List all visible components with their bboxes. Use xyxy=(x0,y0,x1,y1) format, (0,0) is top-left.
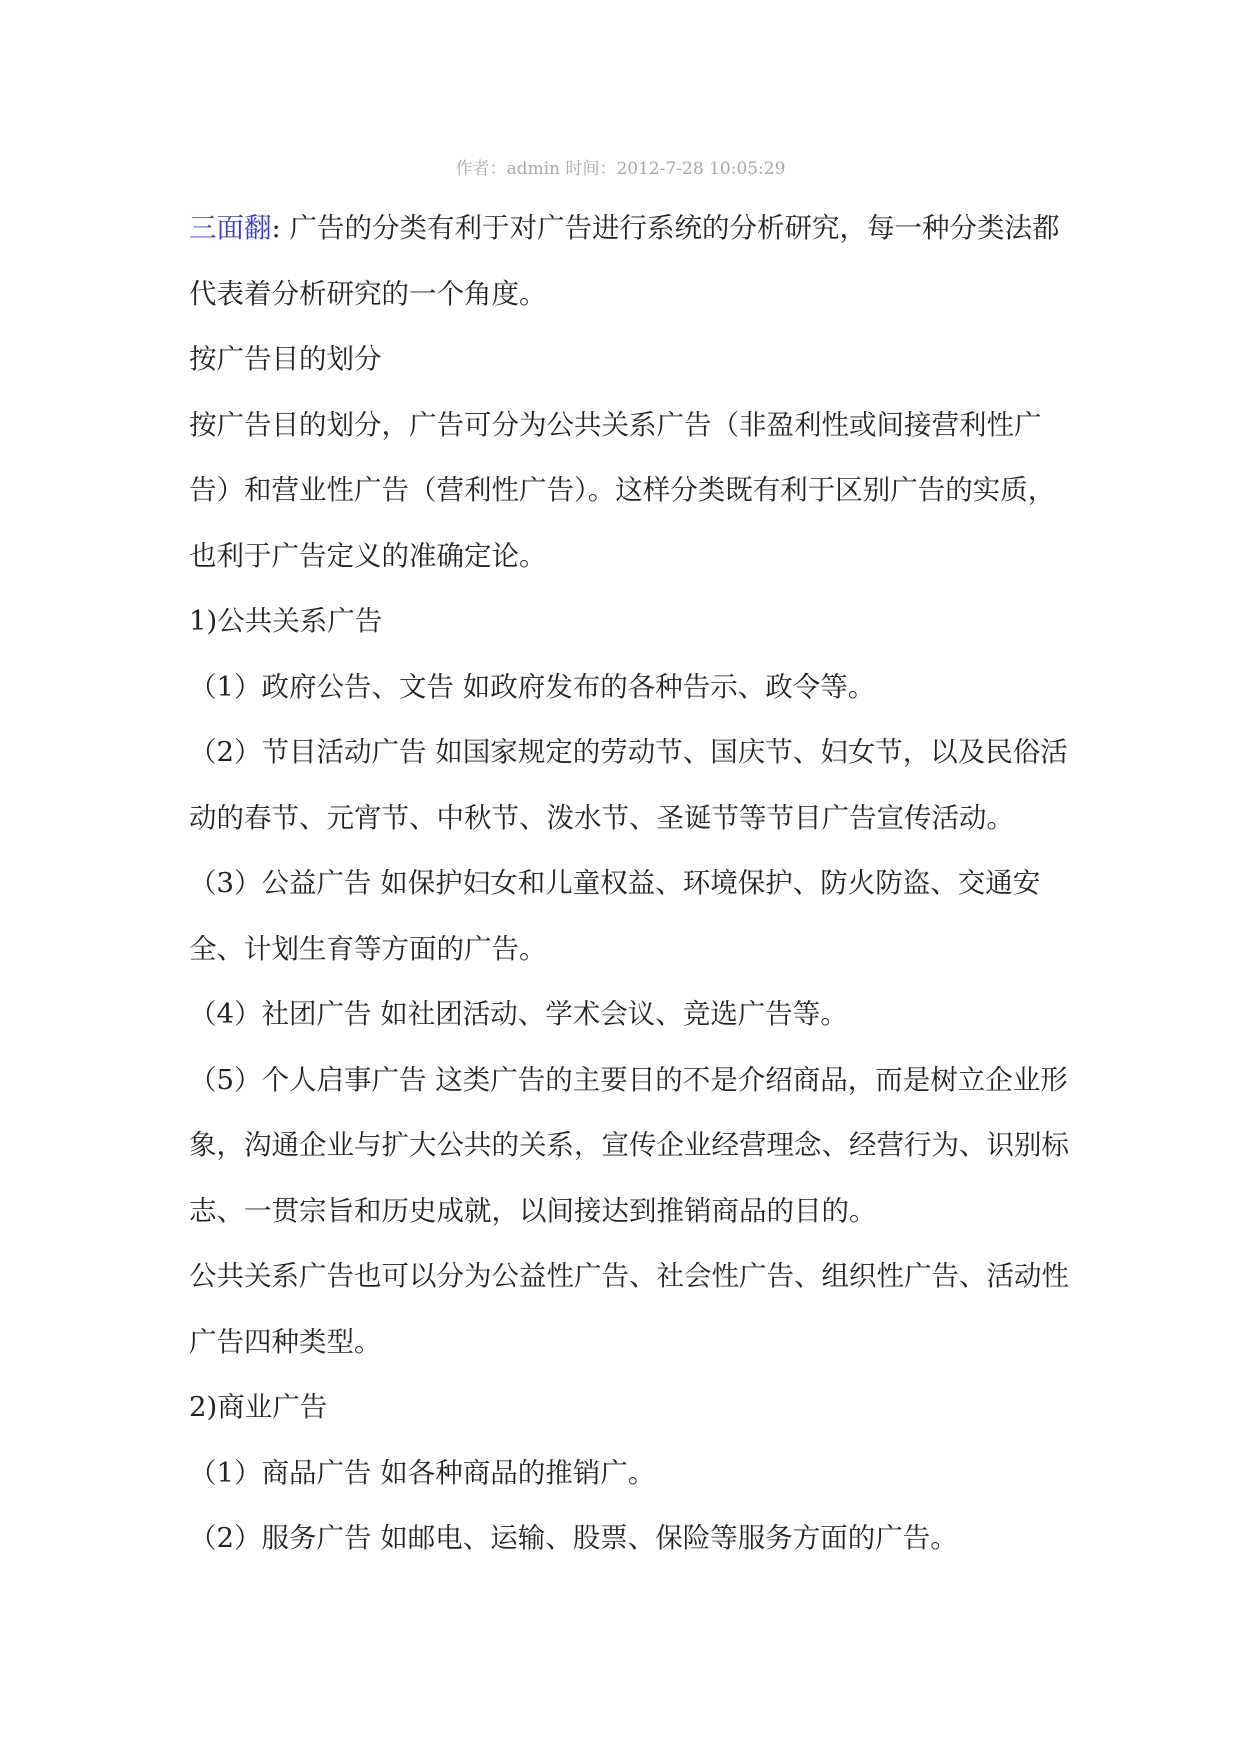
publish-time: 2012-7-28 10:05:29 xyxy=(616,159,786,179)
section-heading-purpose: 按广告目的划分 xyxy=(189,343,382,375)
list-item-public-welfare: （3）公益广告 如保护妇女和儿童权益、环境保护、防火防盗、交通安全、计划生育等方面的广告。 xyxy=(189,867,1041,965)
paragraph-purpose-description: 按广告目的划分，广告可分为公共关系广告（非盈利性或间接营利性广告）和营业性广告（营利性广告）。这样分类既有利于区别广告的实质，也利于广告定义的准确定论。 xyxy=(189,408,1056,572)
list-item-service: （2）服务广告 如邮电、运输、股票、保险等服务方面的广告。 xyxy=(189,1522,958,1554)
list-item-personal-notice: （5）个人启事广告 这类广告的主要目的不是介绍商品，而是树立企业形象，沟通企业与扩大公共的关系，宣传企业经营理念、经营行为、识别标志、一贯宗旨和历史成就，以间接达到推销商品的目的。 xyxy=(189,1063,1069,1227)
keyword-link[interactable]: 三面翻 xyxy=(189,212,272,244)
list-item-community: （4）社团广告 如社团活动、学术会议、竞选广告等。 xyxy=(189,998,848,1030)
intro-paragraph xyxy=(189,196,1069,327)
article-body xyxy=(189,196,1069,1572)
article-meta xyxy=(0,154,1241,179)
author-name: admin xyxy=(506,159,561,179)
list-item-product: （1）商品广告 如各种商品的推销广。 xyxy=(189,1456,656,1489)
subheading-commercial: 2)商业广告 xyxy=(189,1391,328,1423)
intro-text: : 广告的分类有利于对广告进行系统的分析研究，每一种分类法都代表着分析研究的一个角度。 xyxy=(189,212,1060,310)
time-label: 时间： xyxy=(560,159,617,179)
list-item-government: （1）政府公告、文告 如政府发布的各种告示、政令等。 xyxy=(189,670,876,703)
paragraph-pr-types: 公共关系广告也可以分为公益性广告、社会性广告、组织性广告、活动性广告四种类型。 xyxy=(189,1260,1069,1358)
list-item-festival: （2）节目活动广告 如国家规定的劳动节、国庆节、妇女节，以及民俗活动的春节、元宵节、中秋节、泼水节、圣诞节等节目广告宣传活动。 xyxy=(189,736,1068,834)
author-label: 作者： xyxy=(455,159,507,179)
subheading-public-relations: 1)公共关系广告 xyxy=(189,605,383,637)
